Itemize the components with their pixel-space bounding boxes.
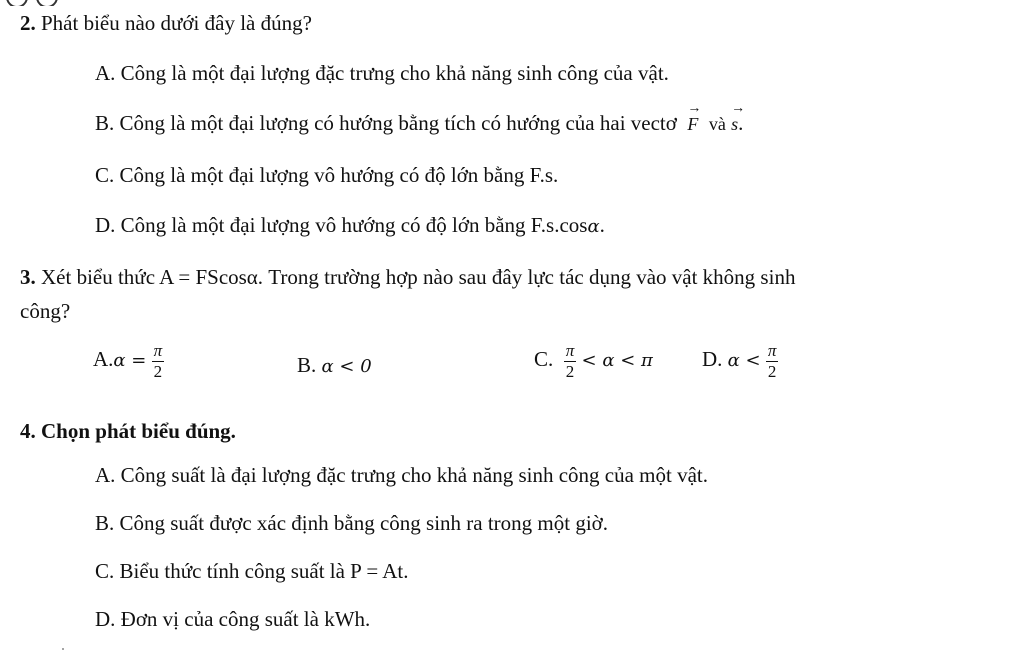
question-3-header [20, 266, 795, 289]
period: . [599, 213, 605, 237]
q4-option-c[interactable]: C. Biểu thức tính công suất là P = At. [95, 559, 409, 583]
q3-option-c[interactable] [534, 342, 653, 381]
question-2-header [20, 12, 312, 35]
option-expression: < α < π [581, 350, 653, 372]
option-label: C. [534, 347, 554, 372]
cropped-heading-fragment [0, 0, 70, 6]
question-4-header [20, 420, 236, 443]
q4-option-d[interactable]: D. Đơn vị của công suất là kWh. [95, 607, 371, 631]
vector-s: → s [731, 115, 738, 135]
question-prompt-continued: công? [20, 299, 71, 323]
q3-option-a[interactable] [93, 342, 164, 381]
and-word: và [708, 114, 726, 134]
period: . [738, 111, 744, 135]
q4-option-b[interactable]: B. Công suất được xác định bằng công sinh ra trong một giờ. [95, 511, 609, 535]
option-label: A. [93, 347, 114, 372]
fraction-pi-over-2: $\frac{\pi}{2}$ [565, 341, 575, 381]
q2-option-c[interactable]: C. Công là một đại lượng vô hướng có độ lớn bằng F.s. [95, 163, 559, 187]
option-expression: α < 0 [321, 356, 372, 377]
option-label: B. [297, 353, 317, 377]
fraction-pi-over-2: $\frac{\pi}{2}$ [153, 341, 163, 381]
fraction-pi-over-2: $\frac{\pi}{2}$ [767, 341, 777, 381]
option-text: B. Công là một đại lượng có hướng bằng tích có hướng của hai vectơ [95, 111, 677, 135]
q2-option-b[interactable] [95, 112, 743, 135]
alpha-symbol: α [587, 216, 600, 237]
q2-option-d[interactable] [95, 214, 605, 237]
option-expression: α < [727, 350, 761, 372]
q4-option-a[interactable]: A. Công suất là đại lượng đặc trưng cho khả năng sinh công của một vật. [95, 463, 708, 487]
question-number: 3. [20, 265, 36, 289]
question-prompt: Phát biểu nào dưới đây là đúng? [41, 11, 312, 35]
scan-speck [62, 648, 64, 650]
option-text: D. Công là một đại lượng vô hướng có độ lớn bằng F.s.cos [95, 213, 588, 237]
q3-option-d[interactable] [702, 342, 778, 381]
q2-option-a[interactable]: A. Công là một đại lượng đặc trưng cho khả năng sinh công của vật. [95, 61, 669, 85]
question-number: 4. [20, 419, 36, 443]
vector-f: → F [687, 115, 698, 135]
option-label: D. [702, 347, 723, 372]
question-prompt: Xét biểu thức A = FScosα. Trong trường hợp nào sau đây lực tác dụng vào vật không sinh [41, 265, 796, 289]
option-expression: α = [113, 350, 147, 372]
question-prompt: Chọn phát biểu đúng. [41, 419, 236, 443]
q3-option-b[interactable] [297, 354, 372, 377]
question-number: 2. [20, 11, 36, 35]
